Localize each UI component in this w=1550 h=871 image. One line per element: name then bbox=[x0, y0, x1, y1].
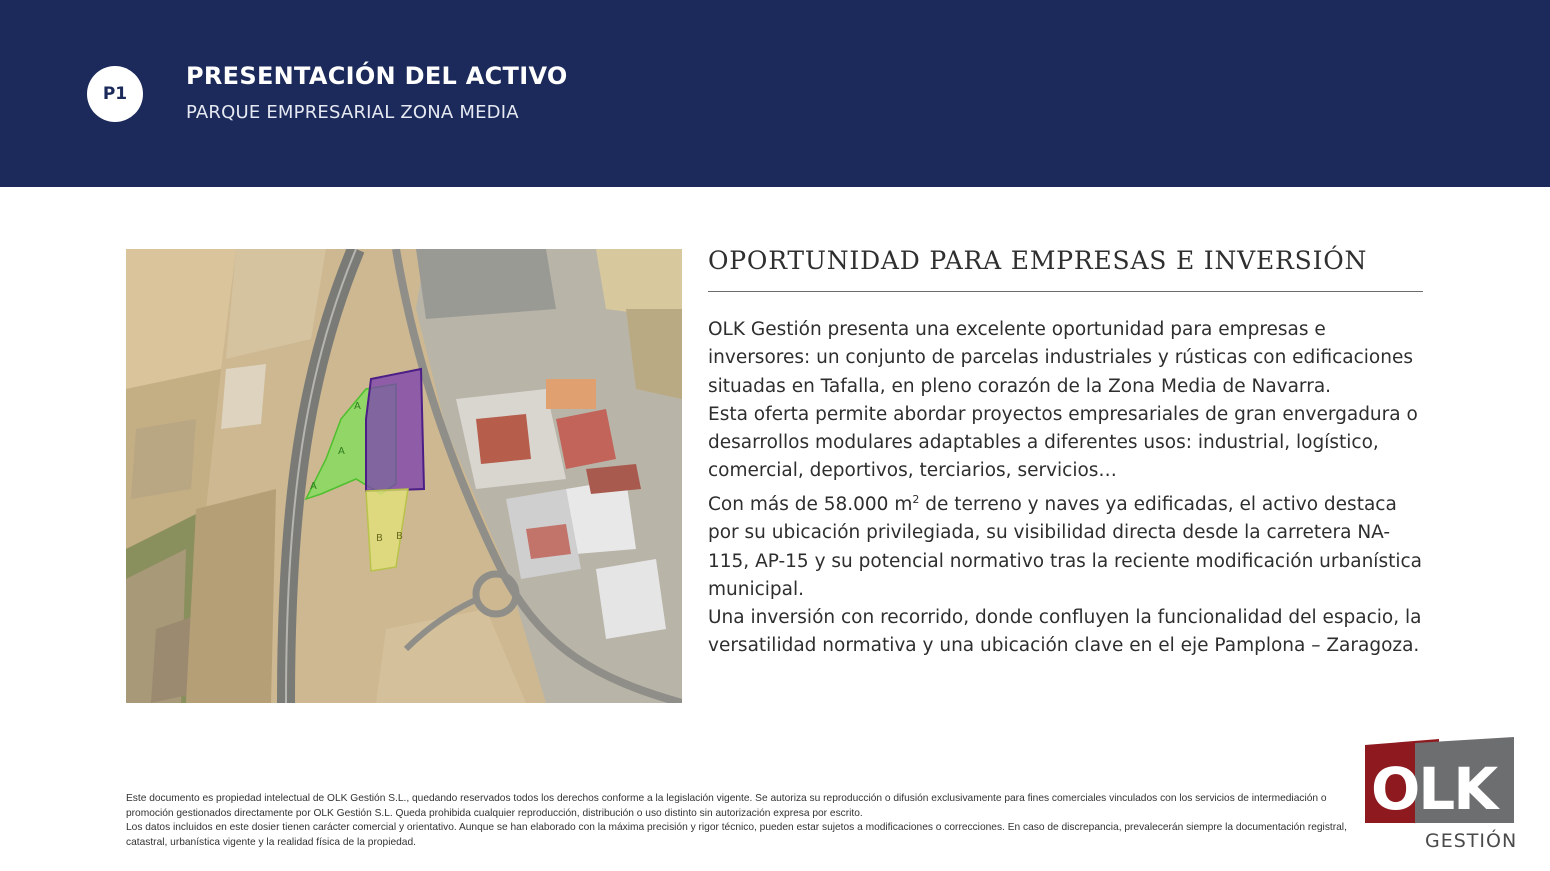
logo-mark-text: OLK bbox=[1371, 755, 1497, 823]
aerial-map-drawing bbox=[126, 249, 682, 703]
superscript-two: 2 bbox=[912, 492, 920, 506]
paragraph-intro: OLK Gestión presenta una excelente oportunidad para empresas e inversores: un conjunto de parcelas industriales y rústicas con edificaciones situadas en Tafalla, en pleno corazón de la Zona Media de Navarra. bbox=[708, 319, 1413, 397]
parcel-label: A bbox=[338, 446, 345, 457]
aerial-map-image bbox=[126, 249, 682, 703]
paragraph-uses: Esta oferta permite abordar proyectos empresariales de gran envergadura o desarrollos modulares adaptables a diferentes usos: industrial, logístico, comercial, deportivos, terciarios, servicios… bbox=[708, 403, 1418, 482]
section-divider bbox=[708, 291, 1423, 292]
description-body bbox=[708, 316, 1423, 661]
disclaimer-line-2: Los datos incluidos en este dosier tienen carácter comercial y orientativo. Aunque se han elaborado con la máxima precisión y rigor técnico, pueden estar sujetos a modificaciones o correcciones. En caso de discrepancia, prevalecerán siempre la documentación registral, catastral, urbanística vigente y la realidad física de la propiedad. bbox=[126, 822, 1347, 848]
legal-disclaimer bbox=[126, 792, 1354, 850]
parcel-label: A bbox=[310, 481, 317, 492]
disclaimer-line-1: Este documento es propiedad intelectual de OLK Gestión S.L., quedando reservados todos los derechos conforme a la legislación vigente. Se autoriza su reproducción o difusión exclusivamente para fines comerciales vinculados con los servicios de intermediación o promoción gestionados directamente por OLK Gestión S.L. Queda prohibida cualquier reproducción, distribución o uso distinto sin autorización expresa por escrito. bbox=[126, 793, 1327, 819]
surface-text-end: de terreno y naves ya edificadas, el activo destaca por su ubicación privilegiada, su visibilidad directa desde la carretera NA-115, AP-15 y su potencial normativo tras la reciente modificación urbanística municipal. bbox=[708, 493, 1422, 600]
parcel-label: B bbox=[396, 531, 403, 542]
surface-text-start: Con más de 58.000 m bbox=[708, 493, 913, 515]
parcel-label: A bbox=[354, 401, 361, 412]
parcel-label: B bbox=[376, 533, 383, 544]
page-badge: P1 bbox=[87, 66, 143, 122]
olk-gestion-logo bbox=[1365, 737, 1515, 852]
paragraph-investment: Una inversión con recorrido, donde confluyen la funcionalidad del espacio, la versatilidad normativa y una ubicación clave en el eje Pamplona – Zaragoza. bbox=[708, 607, 1422, 657]
logo-caption: GESTIÓN bbox=[1425, 830, 1515, 852]
page-subtitle: PARQUE EMPRESARIAL ZONA MEDIA bbox=[186, 102, 519, 123]
section-title: OPORTUNIDAD PARA EMPRESAS E INVERSIÓN bbox=[708, 246, 1368, 275]
header-bar bbox=[0, 0, 1550, 187]
olk-logo-mark bbox=[1365, 737, 1515, 852]
page-title: PRESENTACIÓN DEL ACTIVO bbox=[186, 62, 568, 90]
paragraph-surface bbox=[708, 486, 1423, 604]
